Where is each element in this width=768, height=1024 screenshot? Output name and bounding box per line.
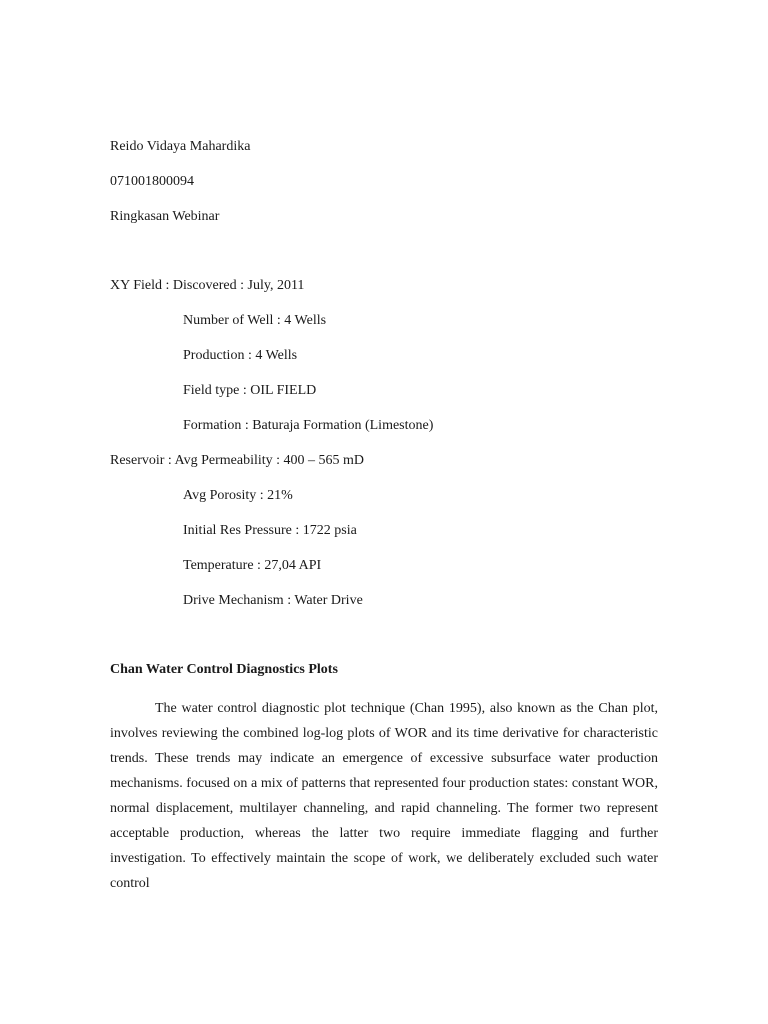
drive-mechanism-line: Drive Mechanism : Water Drive [183,593,363,608]
student-id: 071001800094 [110,174,194,189]
section-paragraph: The water control diagnostic plot technique (Chan 1995), also known as the Chan plot, involves reviewing the combined log-log plots of WOR and its time derivative for characteristic trends. These trends may indicate an emergence of excessive subsurface water production mechanisms. focused on a mix of patterns that represented four production states: constant WOR, normal displacement, multilayer channeling, and rapid channeling. The former two represent acceptable production, whereas the latter two require immediate flagging and further investigation. To effectively maintain the scope of work, we deliberately excluded such water control [110,701,658,891]
production-line: Production : 4 Wells [183,348,298,363]
field-discovered-line: XY Field : Discovered : July, 2011 [110,278,305,293]
reservoir-permeability-line: Reservoir : Avg Permeability : 400 – 565 mD [110,453,365,468]
formation-line: Formation : Baturaja Formation (Limestone) [183,418,434,433]
temperature-line: Temperature : 27,04 API [183,558,322,573]
section-heading: Chan Water Control Diagnostics Plots [110,662,338,677]
author-name: Reido Vidaya Mahardika [110,139,251,154]
porosity-line: Avg Porosity : 21% [183,488,293,503]
document-title: Ringkasan Webinar [110,209,220,224]
res-pressure-line: Initial Res Pressure : 1722 psia [183,523,357,538]
field-type-line: Field type : OIL FIELD [183,383,317,398]
number-of-well-line: Number of Well : 4 Wells [183,313,327,328]
